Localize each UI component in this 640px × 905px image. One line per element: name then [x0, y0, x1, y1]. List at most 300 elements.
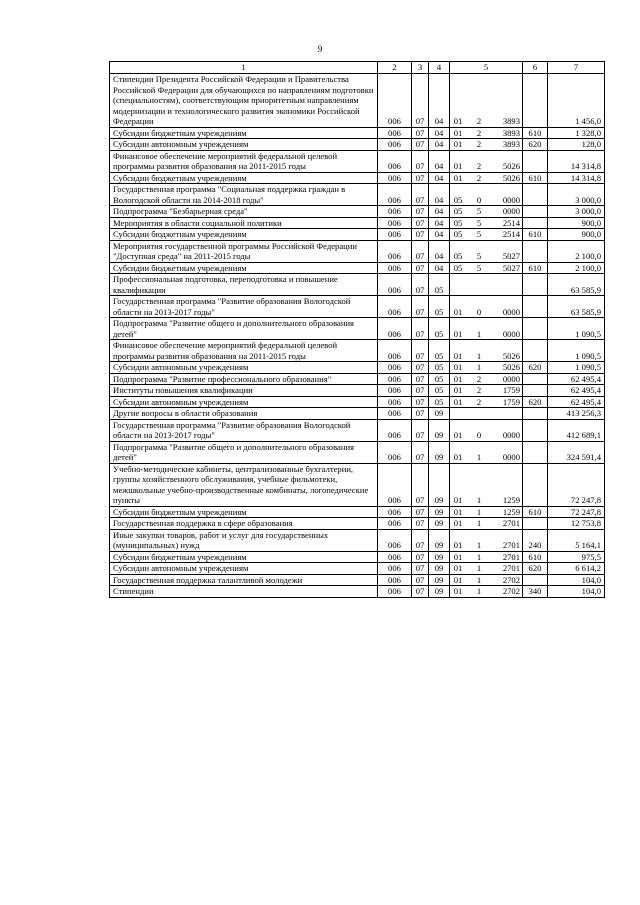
target-subprogram: 1 — [476, 452, 482, 462]
row-target-article — [450, 296, 523, 318]
row-section: 07 — [412, 240, 429, 262]
table-row — [110, 441, 605, 463]
row-subsection: 04 — [429, 127, 450, 139]
row-expense-type — [523, 419, 548, 441]
row-amount: 2 100,0 — [548, 262, 605, 274]
row-amount: 1 090,5 — [548, 340, 605, 362]
table-row — [110, 574, 605, 586]
row-subsection: 04 — [429, 262, 450, 274]
target-direction: 1259 — [502, 506, 520, 517]
row-name: Финансовое обеспечение мероприятий федеральной целевой программы развития образования на 2011-2015 годы — [110, 150, 378, 172]
table-row — [110, 127, 605, 139]
table-row — [110, 586, 605, 598]
row-subsection: 05 — [429, 274, 450, 296]
row-amount: 62 495,4 — [548, 385, 605, 397]
target-program: 05 — [453, 194, 463, 205]
target-direction: 2701 — [502, 563, 520, 573]
target-direction: 0000 — [502, 194, 520, 205]
row-target-article — [450, 463, 523, 506]
row-amount: 128,0 — [548, 139, 605, 151]
table-row — [110, 385, 605, 397]
row-subsection: 09 — [429, 563, 450, 575]
row-expense-type: 620 — [523, 396, 548, 408]
row-name: Подпрограмма "Развитие профессионального образования" — [110, 373, 378, 385]
row-subsection: 05 — [429, 385, 450, 397]
row-subsection: 04 — [429, 74, 450, 128]
row-section: 07 — [412, 362, 429, 374]
row-expense-type — [523, 206, 548, 218]
target-direction: 3893 — [502, 116, 520, 126]
target-subprogram: 1 — [476, 506, 482, 517]
row-expense-type: 610 — [523, 551, 548, 563]
row-expense-type — [523, 296, 548, 318]
target-program: 01 — [453, 373, 463, 384]
row-subsection: 09 — [429, 408, 450, 420]
header-col-2: 2 — [378, 62, 412, 74]
row-section: 07 — [412, 139, 429, 151]
row-subsection: 09 — [429, 506, 450, 518]
row-expense-type — [523, 385, 548, 397]
target-program: 05 — [453, 229, 463, 239]
target-direction: 3893 — [502, 127, 520, 138]
row-section: 07 — [412, 396, 429, 408]
row-ministry-code: 006 — [378, 274, 412, 296]
row-expense-type: 620 — [523, 139, 548, 151]
row-expense-type: 620 — [523, 563, 548, 575]
target-direction: 0000 — [502, 306, 520, 317]
row-name: Стипендии Президента Российской Федерации и Правительства Российской Федерации для обучающихся по направлениям подготовки (специальностям), соответствующим приоритетным направлениям модернизации и технологического развития экономики Российской Федерации — [110, 74, 378, 128]
row-name: Финансовое обеспечение мероприятий федеральной целевой программы развития образования на 2011-2015 годы — [110, 340, 378, 362]
target-subprogram: 2 — [476, 396, 482, 407]
target-direction: 2701 — [502, 540, 520, 550]
row-subsection: 04 — [429, 172, 450, 184]
row-target-article — [450, 563, 523, 575]
row-expense-type — [523, 274, 548, 296]
row-target-article — [450, 441, 523, 463]
header-col-4: 4 — [429, 62, 450, 74]
row-expense-type: 610 — [523, 172, 548, 184]
row-expense-type — [523, 408, 548, 420]
target-program: 01 — [453, 540, 463, 550]
row-amount: 413 256,3 — [548, 408, 605, 420]
target-program: 01 — [453, 172, 463, 183]
row-amount: 62 495,4 — [548, 396, 605, 408]
row-subsection: 05 — [429, 362, 450, 374]
target-subprogram: 2 — [476, 373, 482, 384]
row-expense-type — [523, 318, 548, 340]
target-program: 01 — [453, 328, 463, 339]
row-subsection: 09 — [429, 529, 450, 551]
row-expense-type: 610 — [523, 506, 548, 518]
row-subsection: 04 — [429, 229, 450, 241]
row-name: Субсидии бюджетным учреждениям — [110, 262, 378, 274]
row-section: 07 — [412, 184, 429, 206]
row-target-article — [450, 127, 523, 139]
target-subprogram: 1 — [476, 328, 482, 339]
target-program: 01 — [453, 362, 463, 372]
row-amount: 324 591,4 — [548, 441, 605, 463]
table-header-row — [110, 62, 605, 74]
target-direction: 0000 — [502, 430, 520, 440]
row-name: Иные закупки товаров, работ и услуг для государственных (муниципальных) нужд — [110, 529, 378, 551]
table-row — [110, 551, 605, 563]
row-ministry-code: 006 — [378, 373, 412, 385]
row-amount: 1 090,5 — [548, 362, 605, 374]
target-program: 01 — [453, 306, 463, 317]
row-section: 07 — [412, 172, 429, 184]
row-amount: 14 314,8 — [548, 172, 605, 184]
row-amount: 975,5 — [548, 551, 605, 563]
row-ministry-code: 006 — [378, 574, 412, 586]
row-ministry-code: 006 — [378, 506, 412, 518]
target-program: 01 — [453, 127, 463, 138]
table-row — [110, 529, 605, 551]
row-name: Подпрограмма "Развитие общего и дополнительного образования детей" — [110, 318, 378, 340]
row-section: 07 — [412, 419, 429, 441]
target-program: 01 — [453, 396, 463, 407]
table-row — [110, 217, 605, 229]
row-section: 07 — [412, 529, 429, 551]
row-name: Субсидии бюджетным учреждениям — [110, 127, 378, 139]
row-ministry-code: 006 — [378, 240, 412, 262]
target-direction: 2514 — [502, 229, 520, 239]
table-row — [110, 518, 605, 530]
row-name: Институты повышения квалификации — [110, 385, 378, 397]
target-program: 05 — [453, 217, 463, 228]
target-subprogram: 5 — [476, 251, 482, 261]
table-row — [110, 139, 605, 151]
row-section: 07 — [412, 206, 429, 218]
row-subsection: 09 — [429, 419, 450, 441]
row-section: 07 — [412, 150, 429, 172]
row-subsection: 09 — [429, 551, 450, 563]
row-ministry-code: 006 — [378, 385, 412, 397]
row-ministry-code: 006 — [378, 529, 412, 551]
row-target-article — [450, 150, 523, 172]
row-expense-type — [523, 150, 548, 172]
target-program: 01 — [453, 161, 463, 171]
target-direction: 5026 — [502, 350, 520, 361]
target-direction: 3893 — [502, 139, 520, 149]
row-ministry-code: 006 — [378, 229, 412, 241]
row-name: Субсидии автономным учреждениям — [110, 396, 378, 408]
row-expense-type — [523, 74, 548, 128]
row-amount: 3 000,0 — [548, 206, 605, 218]
row-amount: 62 495,4 — [548, 373, 605, 385]
row-name: Субсидии автономным учреждениям — [110, 139, 378, 151]
target-direction: 2702 — [502, 586, 520, 596]
row-name: Подпрограмма "Развитие общего и дополнительного образования детей" — [110, 441, 378, 463]
row-name: Субсидии бюджетным учреждениям — [110, 229, 378, 241]
row-section: 07 — [412, 340, 429, 362]
row-subsection: 04 — [429, 184, 450, 206]
target-program: 01 — [453, 116, 463, 126]
row-target-article — [450, 139, 523, 151]
target-subprogram: 1 — [476, 495, 482, 505]
target-program: 01 — [453, 430, 463, 440]
table-row — [110, 274, 605, 296]
row-ministry-code: 006 — [378, 150, 412, 172]
row-amount: 104,0 — [548, 574, 605, 586]
target-subprogram: 5 — [476, 206, 482, 216]
row-section: 07 — [412, 318, 429, 340]
row-expense-type — [523, 217, 548, 229]
row-ministry-code: 006 — [378, 396, 412, 408]
row-ministry-code: 006 — [378, 340, 412, 362]
row-amount: 1 328,0 — [548, 127, 605, 139]
row-target-article — [450, 551, 523, 563]
table-row — [110, 262, 605, 274]
target-direction: 1259 — [502, 495, 520, 505]
row-ministry-code: 006 — [378, 463, 412, 506]
target-subprogram: 1 — [476, 574, 482, 585]
row-section: 07 — [412, 441, 429, 463]
row-ministry-code: 006 — [378, 586, 412, 598]
row-section: 07 — [412, 563, 429, 575]
target-subprogram: 1 — [476, 518, 482, 528]
target-subprogram: 1 — [476, 362, 482, 372]
row-section: 07 — [412, 586, 429, 598]
table-row — [110, 362, 605, 374]
row-ministry-code: 006 — [378, 563, 412, 575]
target-direction: 2702 — [502, 574, 520, 585]
budget-table — [109, 61, 605, 598]
target-program: 01 — [453, 385, 463, 395]
row-ministry-code: 006 — [378, 184, 412, 206]
row-target-article — [450, 529, 523, 551]
row-expense-type — [523, 518, 548, 530]
target-program: 05 — [453, 206, 463, 216]
row-name: Субсидии автономным учреждениям — [110, 362, 378, 374]
row-amount: 14 314,8 — [548, 150, 605, 172]
row-expense-type — [523, 441, 548, 463]
target-subprogram: 0 — [476, 194, 482, 205]
row-ministry-code: 006 — [378, 217, 412, 229]
row-ministry-code: 006 — [378, 518, 412, 530]
target-program: 01 — [453, 506, 463, 517]
target-direction: 2701 — [502, 551, 520, 562]
target-subprogram: 5 — [476, 262, 482, 273]
header-col-7: 7 — [548, 62, 605, 74]
target-program: 01 — [453, 551, 463, 562]
row-section: 07 — [412, 262, 429, 274]
table-row — [110, 184, 605, 206]
target-direction: 1759 — [502, 396, 520, 407]
row-amount: 63 585,9 — [548, 296, 605, 318]
target-subprogram: 2 — [476, 161, 482, 171]
row-amount: 72 247,8 — [548, 463, 605, 506]
row-amount: 1 090,5 — [548, 318, 605, 340]
table-row — [110, 373, 605, 385]
row-subsection: 09 — [429, 574, 450, 586]
row-ministry-code: 006 — [378, 172, 412, 184]
table-row — [110, 463, 605, 506]
row-ministry-code: 006 — [378, 127, 412, 139]
row-target-article — [450, 385, 523, 397]
row-name: Государственная программа "Социальная поддержка граждан в Вологодской области на 2014-2018 годы" — [110, 184, 378, 206]
row-subsection: 09 — [429, 463, 450, 506]
target-program: 01 — [453, 518, 463, 528]
row-section: 07 — [412, 229, 429, 241]
target-program: 01 — [453, 574, 463, 585]
row-target-article — [450, 274, 523, 296]
target-direction: 5027 — [502, 251, 520, 261]
table-row — [110, 240, 605, 262]
row-subsection: 05 — [429, 396, 450, 408]
target-direction: 0000 — [502, 206, 520, 216]
target-direction: 0000 — [502, 328, 520, 339]
table-row — [110, 318, 605, 340]
row-section: 07 — [412, 373, 429, 385]
row-amount: 5 164,1 — [548, 529, 605, 551]
row-target-article — [450, 172, 523, 184]
row-subsection: 04 — [429, 139, 450, 151]
row-target-article — [450, 318, 523, 340]
row-subsection: 04 — [429, 206, 450, 218]
row-section: 07 — [412, 127, 429, 139]
row-name: Субсидии бюджетным учреждениям — [110, 172, 378, 184]
row-target-article — [450, 240, 523, 262]
target-program: 01 — [453, 495, 463, 505]
row-ministry-code: 006 — [378, 74, 412, 128]
row-amount: 104,0 — [548, 586, 605, 598]
row-target-article — [450, 574, 523, 586]
table-row — [110, 172, 605, 184]
target-direction: 5026 — [502, 172, 520, 183]
row-expense-type: 610 — [523, 262, 548, 274]
row-target-article — [450, 518, 523, 530]
target-direction: 2514 — [502, 217, 520, 228]
row-section: 07 — [412, 551, 429, 563]
header-col-3: 3 — [412, 62, 429, 74]
row-ministry-code: 006 — [378, 408, 412, 420]
row-subsection: 04 — [429, 217, 450, 229]
row-section: 07 — [412, 74, 429, 128]
row-subsection: 04 — [429, 240, 450, 262]
target-program: 01 — [453, 452, 463, 462]
row-section: 07 — [412, 574, 429, 586]
target-subprogram: 2 — [476, 127, 482, 138]
target-subprogram: 1 — [476, 551, 482, 562]
header-col-1: 1 — [110, 62, 378, 74]
target-direction: 5026 — [502, 362, 520, 372]
row-subsection: 09 — [429, 586, 450, 598]
row-ministry-code: 006 — [378, 206, 412, 218]
row-target-article — [450, 419, 523, 441]
target-subprogram: 2 — [476, 385, 482, 395]
row-amount: 72 247,8 — [548, 506, 605, 518]
row-ministry-code: 006 — [378, 441, 412, 463]
row-ministry-code: 006 — [378, 362, 412, 374]
row-name: Субсидии бюджетным учреждениям — [110, 506, 378, 518]
row-amount: 1 456,0 — [548, 74, 605, 128]
row-expense-type: 340 — [523, 586, 548, 598]
target-program: 01 — [453, 139, 463, 149]
row-target-article — [450, 362, 523, 374]
target-subprogram: 0 — [476, 430, 482, 440]
table-row — [110, 396, 605, 408]
row-amount: 6 614,2 — [548, 563, 605, 575]
row-target-article — [450, 74, 523, 128]
row-section: 07 — [412, 217, 429, 229]
row-target-article — [450, 206, 523, 218]
row-expense-type: 620 — [523, 362, 548, 374]
row-name: Государственная поддержка в сфере образования — [110, 518, 378, 530]
target-subprogram: 5 — [476, 217, 482, 228]
row-subsection: 05 — [429, 373, 450, 385]
table-row — [110, 206, 605, 218]
row-name: Государственная программа "Развитие образования Вологодской области на 2013-2017 годы" — [110, 296, 378, 318]
table-row — [110, 74, 605, 128]
row-subsection: 04 — [429, 150, 450, 172]
table-row — [110, 563, 605, 575]
row-ministry-code: 006 — [378, 318, 412, 340]
row-target-article — [450, 506, 523, 518]
row-amount: 3 000,0 — [548, 184, 605, 206]
row-ministry-code: 006 — [378, 419, 412, 441]
table-row — [110, 150, 605, 172]
row-amount: 900,0 — [548, 217, 605, 229]
target-subprogram: 1 — [476, 350, 482, 361]
row-expense-type: 610 — [523, 229, 548, 241]
row-name: Мероприятия в области социальной политики — [110, 217, 378, 229]
row-subsection: 09 — [429, 518, 450, 530]
target-direction: 2701 — [502, 518, 520, 528]
target-direction: 0000 — [502, 373, 520, 384]
target-subprogram: 2 — [476, 139, 482, 149]
target-program: 05 — [453, 262, 463, 273]
page-number: 9 — [317, 44, 323, 54]
row-section: 07 — [412, 506, 429, 518]
target-program: 05 — [453, 251, 463, 261]
row-subsection: 09 — [429, 441, 450, 463]
row-name: Субсидии автономным учреждениям — [110, 563, 378, 575]
row-target-article — [450, 586, 523, 598]
row-target-article — [450, 373, 523, 385]
row-section: 07 — [412, 463, 429, 506]
row-target-article — [450, 340, 523, 362]
table-row — [110, 296, 605, 318]
row-expense-type — [523, 340, 548, 362]
row-name: Учебно-методические кабинеты, централизованные бухгалтерии, группы хозяйственного обслуживания, учебные фильмотеки, межшкольные учебно-производственные комбинаты, логопедические пункты — [110, 463, 378, 506]
row-expense-type — [523, 574, 548, 586]
target-subprogram: 2 — [476, 116, 482, 126]
row-section: 07 — [412, 408, 429, 420]
row-amount: 12 753,8 — [548, 518, 605, 530]
row-target-article — [450, 217, 523, 229]
row-target-article — [450, 262, 523, 274]
target-program: 01 — [453, 350, 463, 361]
row-section: 07 — [412, 296, 429, 318]
row-amount: 412 689,1 — [548, 419, 605, 441]
row-amount: 900,0 — [548, 229, 605, 241]
row-name: Субсидии бюджетным учреждениям — [110, 551, 378, 563]
row-name: Государственная программа "Развитие образования Вологодской области на 2013-2017 годы" — [110, 419, 378, 441]
header-col-6: 6 — [523, 62, 548, 74]
row-name: Мероприятия государственной программы Российской Федерации "Доступная среда" на 2011-2015 годы — [110, 240, 378, 262]
row-subsection: 05 — [429, 296, 450, 318]
row-section: 07 — [412, 518, 429, 530]
target-subprogram: 1 — [476, 563, 482, 573]
target-subprogram: 5 — [476, 229, 482, 239]
target-subprogram: 0 — [476, 306, 482, 317]
target-direction: 1759 — [502, 385, 520, 395]
row-name: Государственная поддержка талантливой молодежи — [110, 574, 378, 586]
row-expense-type — [523, 373, 548, 385]
row-expense-type — [523, 463, 548, 506]
row-target-article — [450, 396, 523, 408]
row-target-article — [450, 229, 523, 241]
